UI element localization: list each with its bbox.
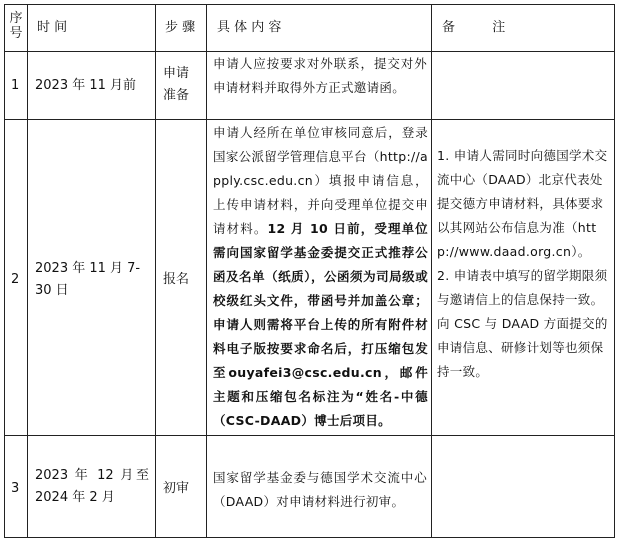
header-seq: 序号 [9,11,23,41]
row3-content: 国家留学基金委与德国学术交流中心（DAAD）对申请材料进行初审。 [213,470,427,509]
row2-content [213,121,428,433]
header-content: 具 体 内 容 [217,20,282,35]
row-divider [5,435,614,436]
header-time: 时 间 [37,20,68,35]
row2-note: 1. 申请人需同时向德国学术交流中心（DAAD）北京代表处提交德方申请材料，具体要求以其网站公布信息为准（http://www.daad.org.cn）。 2. 申请表中填写的留学期限须与邀请信上的信息保持一致。向 CSC 与 DAAD 方面提交的申请信息、研修计划等也须保持一致。 [437,148,608,379]
row2-time: 2023 年 11 月 7-30 日 [35,261,141,298]
row1-time: 2023 年 11 月前 [35,78,137,93]
row3-seq: 3 [11,481,20,496]
column-divider [431,5,432,537]
row1-content: 申请人应按要求对外联系，提交对外申请材料并取得外方正式邀请函。 [213,56,427,95]
header-step: 步 骤 [165,20,196,35]
column-divider [27,5,28,537]
header-note: 备 注 [442,20,506,35]
column-divider [155,5,156,537]
row2-seq: 2 [11,272,20,287]
row2-content-plain: 申请人经所在单位审核同意后，登录国家公派留学管理信息平台（http://apply.csc.edu.cn）填报申请信息，上传申请材料，并向受理单位提交申请材料。 [213,125,428,236]
column-divider [206,5,207,537]
row1-seq: 1 [11,78,20,93]
row2-content-bold: 12 月 10 日前，受理单位需向国家留学基金委提交正式推荐公函及名单（纸质），公函须为司局级或校级红头文件，带函号并加盖公章；申请人则需将平台上传的所有附件材料电子版按要求命名后，打压缩包发至ouyafei3@csc.edu.cn，邮件主题和压缩包名标注为“姓名-中德（CSC-DAAD）博士后项目。 [213,221,428,428]
row3-time: 2023 年 12 月至 2024 年 2 月 [35,468,149,505]
row1-step: 申请准备 [163,66,190,103]
row-divider [5,119,614,120]
row2-step: 报名 [163,272,190,287]
row3-step: 初审 [163,481,190,496]
schedule-table [4,4,615,538]
